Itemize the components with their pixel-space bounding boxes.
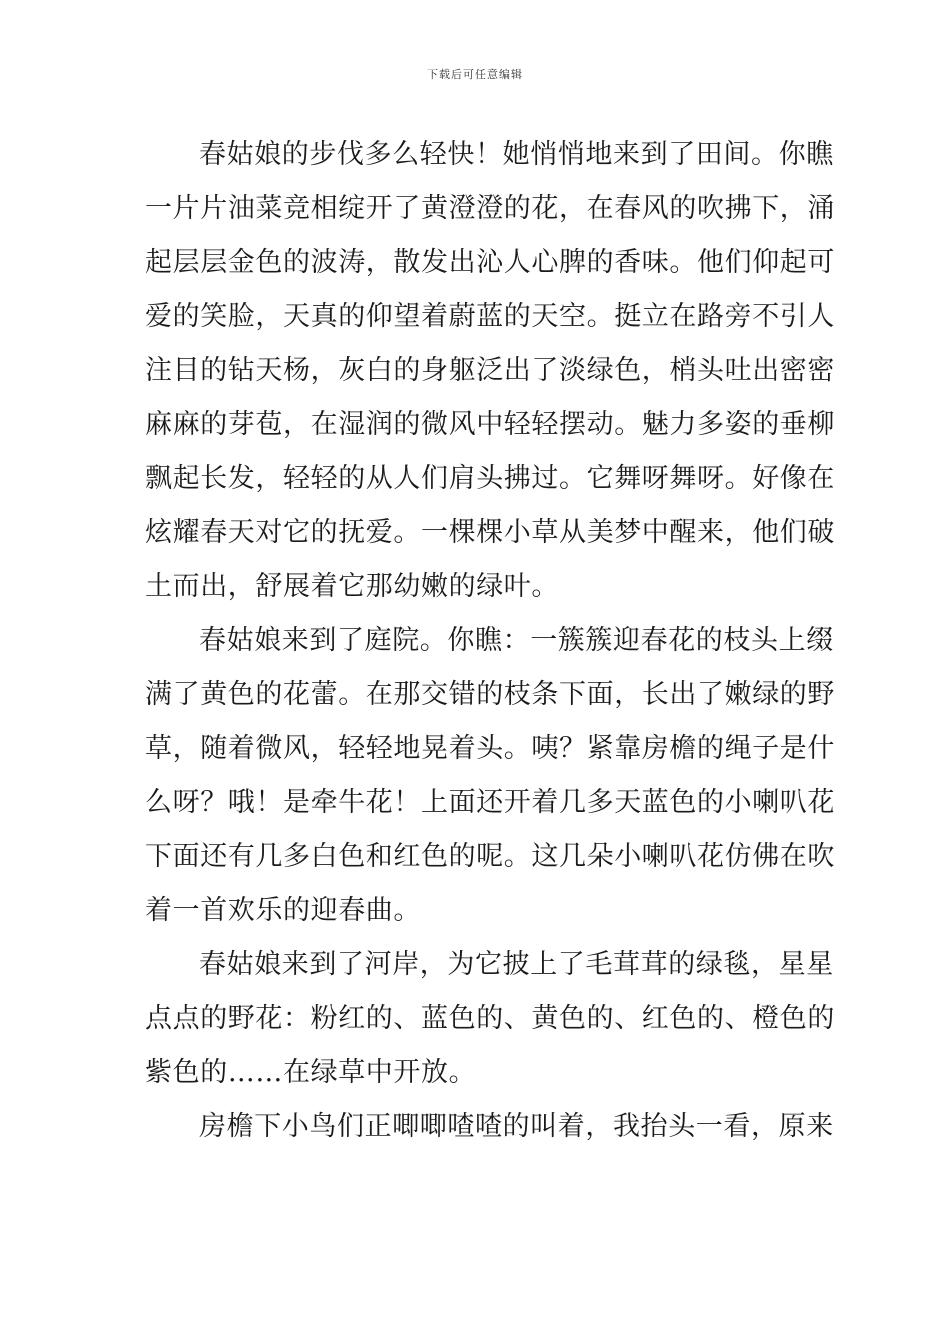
text-line: 房檐下小鸟们正唧唧喳喳的叫着，我抬头一看，原来 <box>199 1111 834 1142</box>
paragraph-eaves <box>145 1100 834 1154</box>
text-line: 点点的野花：粉红的、蓝色的、黄色的、红色的、橙色的 <box>145 1003 835 1034</box>
text-line: 注目的钻天杨，灰白的身躯泛出了淡绿色，梢头吐出密密 <box>145 355 835 386</box>
page-header: 下载后可任意编辑 <box>427 68 523 81</box>
text-line: 一片片油菜竞相绽开了黄澄澄的花，在春风的吹拂下，涌 <box>145 193 835 224</box>
text-line: 飘起长发，轻轻的从人们肩头拂过。它舞呀舞呀。好像在 <box>145 463 835 494</box>
document-body <box>145 128 835 1154</box>
text-line: 着一首欢乐的迎春曲。 <box>145 895 421 926</box>
text-line: 下面还有几多白色和红色的呢。这几朵小喇叭花仿佛在吹 <box>145 841 835 872</box>
text-line: 草，随着微风，轻轻地晃着头。咦？紧靠房檐的绳子是什 <box>145 733 835 764</box>
text-line: 紫色的……在绿草中开放。 <box>145 1057 477 1088</box>
text-line: 么呀？哦！是牵牛花！上面还开着几多天蓝色的小喇叭花 <box>145 787 835 818</box>
text-line: 满了黄色的花蕾。在那交错的枝条下面，长出了嫩绿的野 <box>145 679 835 710</box>
paragraph-riverbank <box>145 938 835 1100</box>
text-line: 春姑娘的步伐多么轻快！她悄悄地来到了田间。你瞧 <box>199 139 834 170</box>
text-line: 麻麻的芽苞，在湿润的微风中轻轻摆动。魅力多姿的垂柳 <box>145 409 835 440</box>
text-line: 起层层金色的波涛，散发出沁人心脾的香味。他们仰起可 <box>145 247 835 278</box>
text-line: 爱的笑脸，天真的仰望着蔚蓝的天空。挺立在路旁不引人 <box>145 301 835 332</box>
text-line: 春姑娘来到了河岸，为它披上了毛茸茸的绿毯，星星 <box>199 949 834 980</box>
text-line: 土而出，舒展着它那幼嫩的绿叶。 <box>145 571 559 602</box>
text-line: 春姑娘来到了庭院。你瞧：一簇簇迎春花的枝头上缀 <box>199 625 834 656</box>
text-line: 炫耀春天对它的抚爱。一棵棵小草从美梦中醒来，他们破 <box>145 517 835 548</box>
paragraph-courtyard <box>145 614 835 938</box>
paragraph-fields <box>145 128 835 614</box>
